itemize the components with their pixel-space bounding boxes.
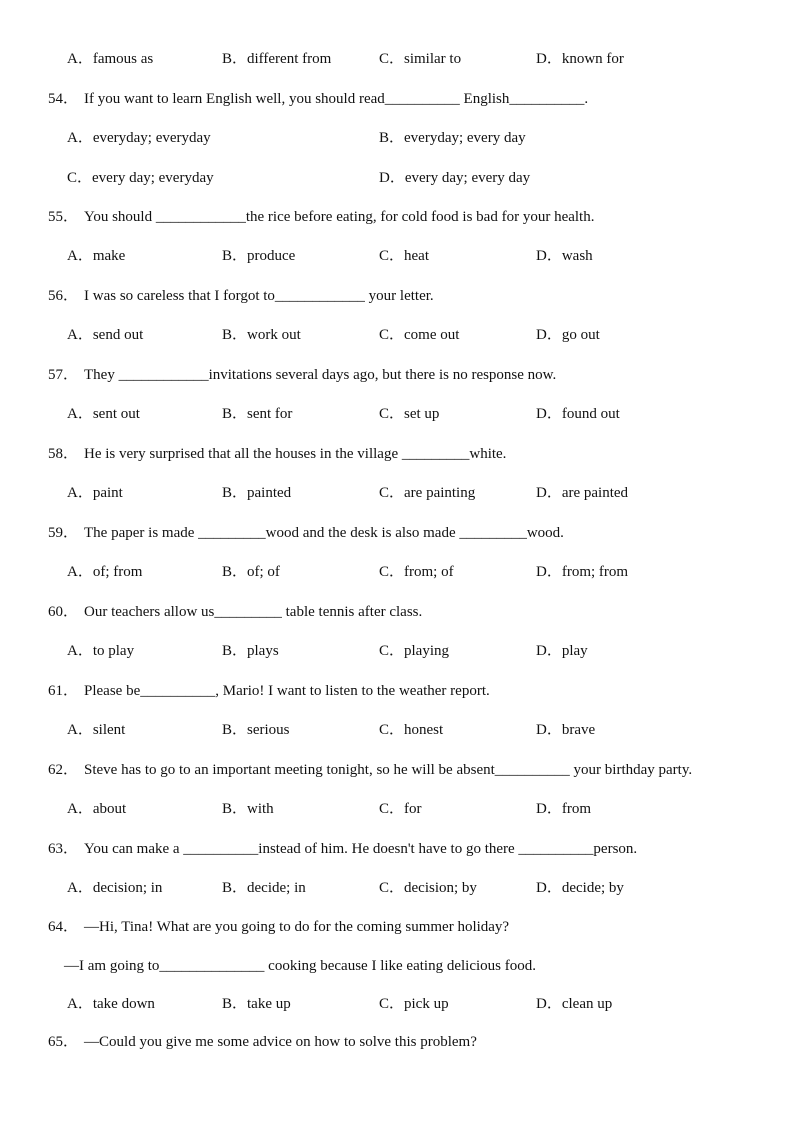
option-c: C．from; of [379, 564, 454, 580]
question-number: 58． [48, 446, 79, 462]
options-row [48, 798, 780, 820]
question-number: 54． [48, 91, 79, 107]
question-number: 64． [48, 919, 79, 935]
question-stem: —Could you give me some advice on how to solve this problem? [84, 1034, 477, 1050]
question-stem: He is very surprised that all the houses in the village _________white. [84, 446, 507, 462]
options-row [48, 561, 780, 583]
options-row [48, 482, 780, 504]
option-c: C．heat [379, 248, 429, 264]
question-number: 59． [48, 525, 79, 541]
option-d: D．brave [536, 722, 596, 738]
options-row [48, 877, 780, 899]
option-d: D．are painted [536, 485, 629, 501]
options-row [48, 48, 780, 70]
option-d: D．every day; every day [379, 170, 531, 186]
options-row [48, 167, 780, 189]
question-stem: You can make a __________instead of him. He doesn't have to go there __________person. [84, 841, 638, 857]
question-stem-continued: —I am going to______________ cooking because I like eating delicious food. [64, 958, 536, 974]
question-54 [48, 88, 780, 110]
question-stem: If you want to learn English well, you should read__________ English__________. [84, 91, 589, 107]
options-row [48, 127, 780, 149]
option-a: A．paint [67, 485, 123, 501]
question-60 [48, 601, 780, 623]
question-stem: I was so careless that I forgot to____________ your letter. [84, 288, 434, 304]
dialogue-line [48, 955, 780, 977]
options-row [48, 403, 780, 425]
option-b: B．take up [222, 996, 291, 1012]
option-b: B．sent for [222, 406, 293, 422]
question-57 [48, 364, 780, 386]
option-c: C．are painting [379, 485, 476, 501]
option-b: B．with [222, 801, 274, 817]
question-number: 56． [48, 288, 79, 304]
question-56 [48, 285, 780, 307]
question-stem: They ____________invitations several days ago, but there is no response now. [84, 367, 557, 383]
option-d: D．wash [536, 248, 593, 264]
question-number: 61． [48, 683, 79, 699]
option-a: A．decision; in [67, 880, 163, 896]
option-c: C．every day; everyday [67, 170, 214, 186]
option-a: A．everyday; everyday [67, 130, 211, 146]
option-b: B．different from [222, 51, 332, 67]
option-b: B．produce [222, 248, 296, 264]
option-b: B．decide; in [222, 880, 306, 896]
option-b: B．plays [222, 643, 279, 659]
option-c: C．honest [379, 722, 444, 738]
option-c: C．pick up [379, 996, 449, 1012]
question-59 [48, 522, 780, 544]
option-a: A．of; from [67, 564, 143, 580]
option-c: C．decision; by [379, 880, 477, 896]
option-c: C．for [379, 801, 422, 817]
option-a: A．take down [67, 996, 155, 1012]
option-d: D．found out [536, 406, 620, 422]
question-number: 60． [48, 604, 79, 620]
options-row [48, 324, 780, 346]
option-a: A．make [67, 248, 126, 264]
options-row [48, 245, 780, 267]
question-62 [48, 759, 780, 781]
option-b: B．work out [222, 327, 301, 343]
option-d: D．go out [536, 327, 600, 343]
question-number: 55． [48, 209, 79, 225]
option-c: C．similar to [379, 51, 462, 67]
option-d: D．decide; by [536, 880, 624, 896]
question-64 [48, 916, 780, 938]
question-63 [48, 838, 780, 860]
options-row [48, 993, 780, 1015]
question-stem: The paper is made _________wood and the desk is also made _________wood. [84, 525, 564, 541]
option-d: D．known for [536, 51, 624, 67]
question-55 [48, 206, 780, 228]
option-a: A．about [67, 801, 127, 817]
option-b: B．painted [222, 485, 292, 501]
question-61 [48, 680, 780, 702]
option-d: D．from [536, 801, 591, 817]
option-a: A．sent out [67, 406, 140, 422]
question-58 [48, 443, 780, 465]
option-d: D．clean up [536, 996, 613, 1012]
options-row [48, 719, 780, 741]
option-c: C．set up [379, 406, 440, 422]
question-stem: Our teachers allow us_________ table tennis after class. [84, 604, 423, 620]
option-b: B．everyday; every day [379, 130, 526, 146]
option-c: C．playing [379, 643, 449, 659]
question-stem: You should ____________the rice before eating, for cold food is bad for your health. [84, 209, 595, 225]
option-a: A．silent [67, 722, 126, 738]
question-number: 62． [48, 762, 79, 778]
options-row [48, 640, 780, 662]
option-b: B．of; of [222, 564, 280, 580]
option-c: C．come out [379, 327, 460, 343]
option-d: D．play [536, 643, 588, 659]
option-a: A．to play [67, 643, 135, 659]
question-65 [48, 1031, 780, 1053]
option-d: D．from; from [536, 564, 629, 580]
option-a: A．famous as [67, 51, 154, 67]
question-stem: —Hi, Tina! What are you going to do for the coming summer holiday? [84, 919, 510, 935]
option-b: B．serious [222, 722, 290, 738]
question-stem: Steve has to go to an important meeting tonight, so he will be absent__________ your birthday party. [84, 762, 693, 778]
option-a: A．send out [67, 327, 144, 343]
question-stem: Please be__________, Mario! I want to listen to the weather report. [84, 683, 490, 699]
question-number: 65． [48, 1034, 79, 1050]
question-number: 63． [48, 841, 79, 857]
question-number: 57． [48, 367, 79, 383]
